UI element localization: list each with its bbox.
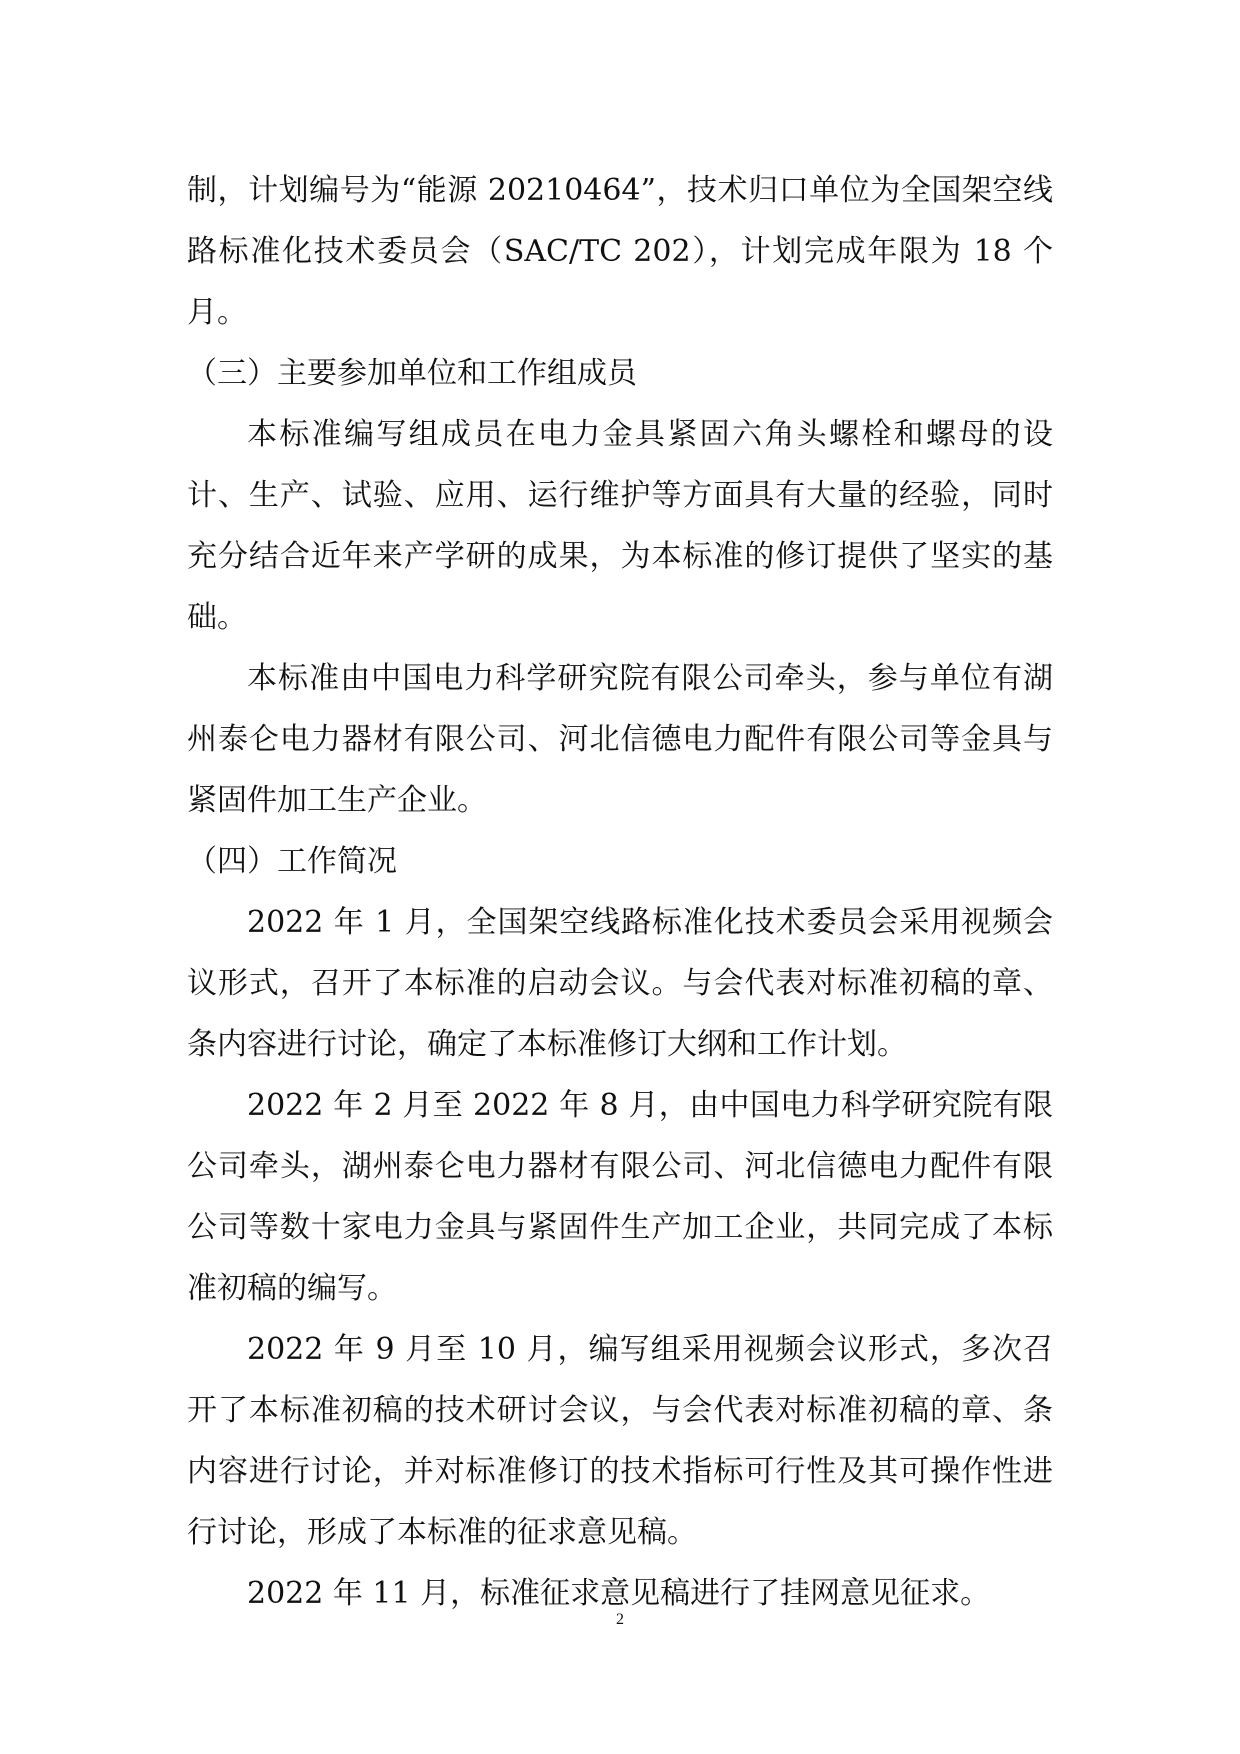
- paragraph-technical-seminars: 2022 年 9 月至 10 月，编写组采用视频会议形式，多次召开了本标准初稿的技术研讨会议，与会代表对标准初稿的章、条内容进行讨论，并对标准修订的技术指标可行性及其可操作性进行讨论，形成了本标准的征求意见稿。: [187, 1332, 1053, 1550]
- paragraph-lead-organizations: 本标准由中国电力科学研究院有限公司牵头，参与单位有湖州泰仑电力器材有限公司、河北信德电力配件有限公司等金具与紧固件加工生产企业。: [187, 661, 1053, 818]
- paragraph-plan-info: 制，计划编号为“能源 20210464”，技术归口单位为全国架空线路标准化技术委员会（SAC/TC 202），计划完成年限为 18 个月。: [187, 173, 1053, 330]
- section-heading-participants: （三）主要参加单位和工作组成员: [187, 356, 637, 391]
- paragraph-kickoff-meeting: 2022 年 1 月，全国架空线路标准化技术委员会采用视频会议形式，召开了本标准的启动会议。与会代表对标准初稿的章、条内容进行讨论，确定了本标准修订大纲和工作计划。: [187, 905, 1053, 1062]
- page-number: 2: [616, 1611, 624, 1628]
- paragraph-team-experience: 本标准编写组成员在电力金具紧固六角头螺栓和螺母的设计、生产、试验、应用、运行维护等方面具有大量的经验，同时充分结合近年来产学研的成果，为本标准的修订提供了坚实的基础。: [187, 417, 1053, 635]
- document-body: [187, 160, 1053, 1624]
- section-heading-work-overview: （四）工作简况: [187, 844, 397, 879]
- paragraph-draft-writing: 2022 年 2 月至 2022 年 8 月，由中国电力科学研究院有限公司牵头，湖州泰仑电力器材有限公司、河北信德电力配件有限公司等数十家电力金具与紧固件生产加工企业，共同完成了本标准初稿的编写。: [187, 1088, 1053, 1306]
- paragraph-public-comment: 2022 年 11 月，标准征求意见稿进行了挂网意见征求。: [247, 1576, 991, 1611]
